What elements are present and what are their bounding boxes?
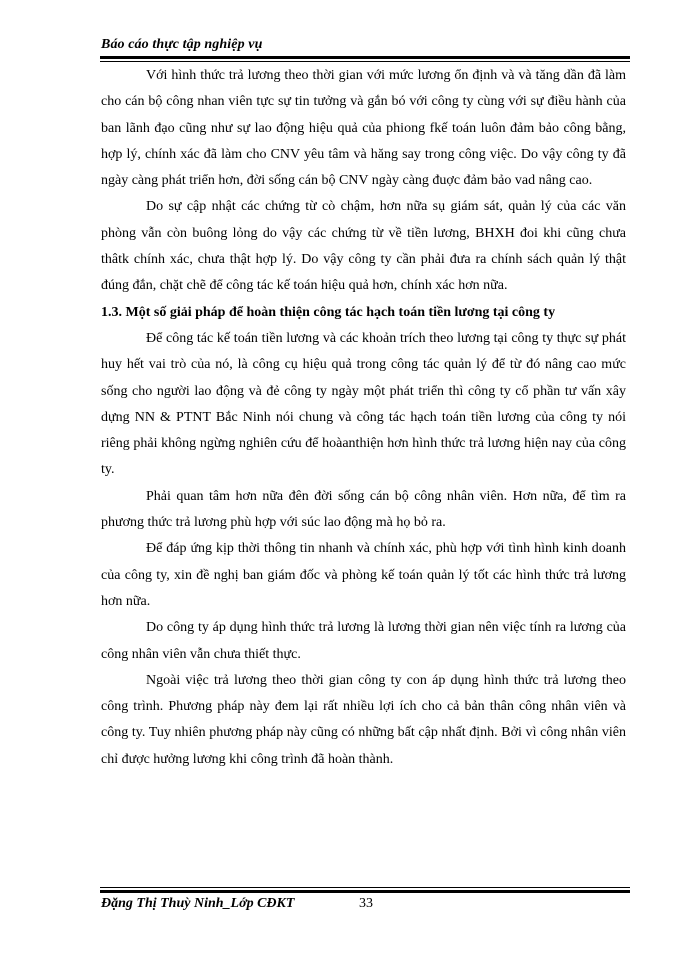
page-header-title: Báo cáo thực tập nghiệp vụ <box>101 37 263 52</box>
section-paragraph: Do công ty áp dụng hình thức trả lương là lương thời gian nên việc tính ra lương của công nhân viên vẫn chưa thiết thực. <box>101 620 626 662</box>
section-paragraph: Để công tác kế toán tiền lương và các khoản trích theo lương tại công ty thực sự phát huy hết vai trò của nó, là công cụ hiệu quả trong công tác quản lý để từ đó nâng cao mức sống cho người lao động và đẻ công ty ngày một phát triển thì công ty cổ phần tư vấn xây dựng NN & PTNT Bắc Ninh nói chung và công tác hạch toán tiền lương của công ty nói riêng phải không ngừng nghiên cứu để hoàanthiện hơn hình thức trả lương hiện nay của công ty. <box>101 330 626 478</box>
document-body <box>101 63 626 773</box>
footer-author: Đặng Thị Thuỳ Ninh_Lớp CĐKT <box>101 896 295 911</box>
section-paragraph: Để đáp ứng kịp thời thông tin nhanh và chính xác, phù hợp với tình hình kinh doanh của công ty, xin đề nghị ban giám đốc và phòng kế toán quản lý tốt các hình thức trả lương hơn nữa. <box>101 541 626 609</box>
section-paragraph: Ngoài việc trả lương theo thời gian công ty con áp dụng hình thức trả lương theo công trình. Phương pháp này đem lại rất nhiều lợi ích cho cả bản thân công nhân viên và công ty. Tuy nhiên phương pháp này cũng có những bất cập nhất định. Bởi vì công nhân viên chỉ được hưởng lương khi công trình đã hoàn thành. <box>101 672 626 767</box>
footer-rule-thin <box>100 887 630 888</box>
body-paragraph: Do sự cập nhật các chứng từ cò chậm, hơn nữa sụ giám sát, quản lý của các văn phòng vẫn còn buông lỏng do vậy các chứng từ về tiền lương, BHXH đoi khi cũng chưa thâtk chính xác, chưa thật hợp lý. Do vậy công ty cần phải đưa ra chính sách quản lý thật đúng đắn, chặt chẽ để công tác kế toán hiệu quả hơn, chính xác hơn nữa. <box>101 199 626 294</box>
section-paragraph: Phải quan tâm hơn nữa đên đời sống cán bộ công nhân viên. Hơn nữa, để tìm ra phương thức trả lương phù hợp với súc lao động mà họ bỏ ra. <box>101 488 626 531</box>
footer-rule-thick <box>100 890 630 893</box>
page-number: 33 <box>359 896 373 911</box>
section-heading: 1.3. Một số giải pháp để hoàn thiện công tác hạch toán tiền lương tại công ty <box>101 304 556 320</box>
header-rule-thick <box>100 56 630 59</box>
body-paragraph: Với hình thức trả lương theo thời gian với mức lương ổn định và và tăng dần đã làm cho cán bộ công nhan viên tực sự tin tưởng và gắn bó với công ty cùng với sự điều hành của ban lãnh đạo cũng như sự lao động hiệu quả của phiong fkế toán luôn đảm bảo công bằng, hợp lý, chính xác đã làm cho CNV yêu tâm và hăng say trong công việc. Do vậy công ty đã ngày càng phát triển hơn, đời sống cán bộ CNV ngày càng đuợc đảm bảo vad nâng cao. <box>101 68 626 189</box>
header-rule-thin <box>100 61 630 62</box>
